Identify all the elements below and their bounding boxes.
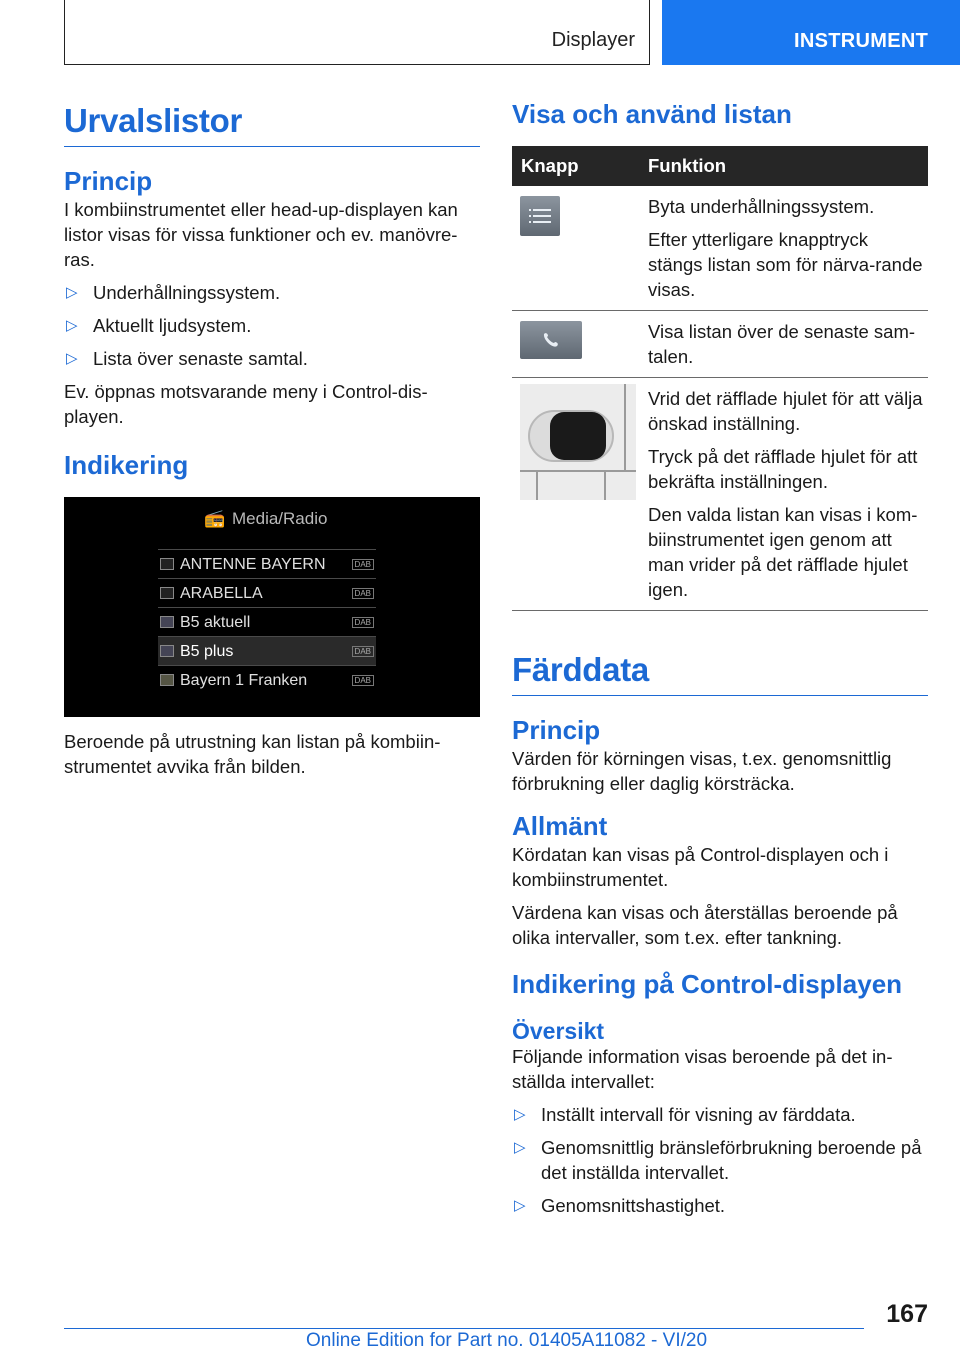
image-caption: Beroende på utrustning kan listan på kombiin-strumentet avvika från bilden.	[64, 731, 441, 778]
oversikt-heading: Översikt	[512, 1017, 605, 1044]
button-function-table	[512, 146, 928, 611]
triangle-bullet-icon: ▷	[66, 317, 78, 335]
knurled-wheel-image	[520, 384, 636, 500]
instrument-cluster-image	[64, 497, 480, 717]
bullet-item: ▷ Inställt intervall för visning av färddata.	[514, 1104, 856, 1126]
bullet-item: ▷ Genomsnittlig bränsleförbrukning beroende på det inställda intervallet.	[514, 1137, 922, 1184]
farddata-princip-text: Värden för körningen visas, t.ex. genomsnittlig förbrukning eller daglig körsträcka.	[512, 748, 892, 795]
station-row: ARABELLA DAB	[158, 578, 376, 607]
radio-header: 📻 Media/Radio	[204, 509, 328, 529]
bullet-item: ▷ Lista över senaste samtal.	[66, 348, 308, 370]
indikering-heading: Indikering	[64, 450, 189, 481]
farddata-princip-heading: Princip	[512, 715, 601, 746]
triangle-bullet-icon: ▷	[514, 1139, 526, 1157]
footer-edition: Online Edition for Part no. 01405A11082 - VI/20	[306, 1330, 708, 1351]
farddata-title: Färddata	[512, 652, 928, 696]
table-row: Byta underhållningssystem. Efter ytterligare knapptryck stängs listan som för närva-rande visas.	[512, 186, 928, 311]
phone-button-icon[interactable]	[520, 321, 582, 359]
allmant-text-1: Kördatan kan visas på Control-displayen och i kombiinstrumentet.	[512, 843, 889, 890]
triangle-bullet-icon: ▷	[514, 1197, 526, 1215]
princip-heading: Princip	[64, 166, 153, 197]
header-chapter: INSTRUMENT	[794, 30, 929, 52]
list-menu-button-icon[interactable]	[520, 196, 560, 236]
page-number: 167	[886, 1300, 928, 1328]
right-column	[512, 100, 928, 1218]
footer-rule	[64, 1328, 864, 1329]
menu-note: Ev. öppnas motsvarande meny i Control-dis-playen.	[64, 381, 428, 428]
allmant-text-2: Värdena kan visas och återställas beroende på olika intervaller, som t.ex. efter tankning.	[512, 901, 898, 948]
visa-anvand-title: Visa och använd listan	[512, 99, 792, 129]
triangle-bullet-icon: ▷	[66, 284, 78, 302]
urvalslistor-title: Urvalslistor	[64, 103, 480, 147]
allmant-heading: Allmänt	[512, 811, 608, 842]
station-row-selected: B5 plus DAB	[158, 636, 376, 665]
station-row: Bayern 1 Franken DAB	[158, 665, 376, 694]
header-section: Displayer	[551, 29, 635, 51]
bullet-item: ▷ Genomsnittshastighet.	[514, 1195, 726, 1217]
control-display-heading: Indikering på Control-displayen	[512, 968, 903, 999]
station-list	[158, 549, 376, 694]
station-row: B5 aktuell DAB	[158, 607, 376, 636]
table-header-funktion: Funktion	[636, 146, 928, 186]
station-row: ANTENNE BAYERN DAB	[158, 549, 376, 578]
table-row: Vrid det räfflade hjulet för att välja önskad inställning. Tryck på det räfflade hjulet för att bekräfta inställningen. Den valda listan kan visas i kom-biinstrumentet igen genom att man vrider på det räfflade hjulet igen.	[512, 377, 928, 610]
bullet-item: ▷ Aktuellt ljudsystem.	[66, 315, 252, 337]
media-radio-icon: 📻	[204, 509, 226, 529]
header-section-box	[64, 0, 650, 65]
table-row: Visa listan över de senaste sam-talen.	[512, 310, 928, 377]
bullet-item: ▷ Underhållningssystem.	[66, 282, 281, 304]
header-chapter-tab[interactable]	[662, 0, 960, 65]
table-header-knapp: Knapp	[512, 146, 636, 186]
princip-text: I kombiinstrumentet eller head-up-displayen kan listor visas för vissa funktioner och ev. manövre-ras.	[64, 199, 458, 271]
knurled-wheel-icon	[550, 412, 606, 460]
left-column	[64, 100, 480, 779]
oversikt-text: Följande information visas beroende på det in-ställda intervallet:	[512, 1046, 893, 1093]
triangle-bullet-icon: ▷	[66, 350, 78, 368]
triangle-bullet-icon: ▷	[514, 1106, 526, 1124]
